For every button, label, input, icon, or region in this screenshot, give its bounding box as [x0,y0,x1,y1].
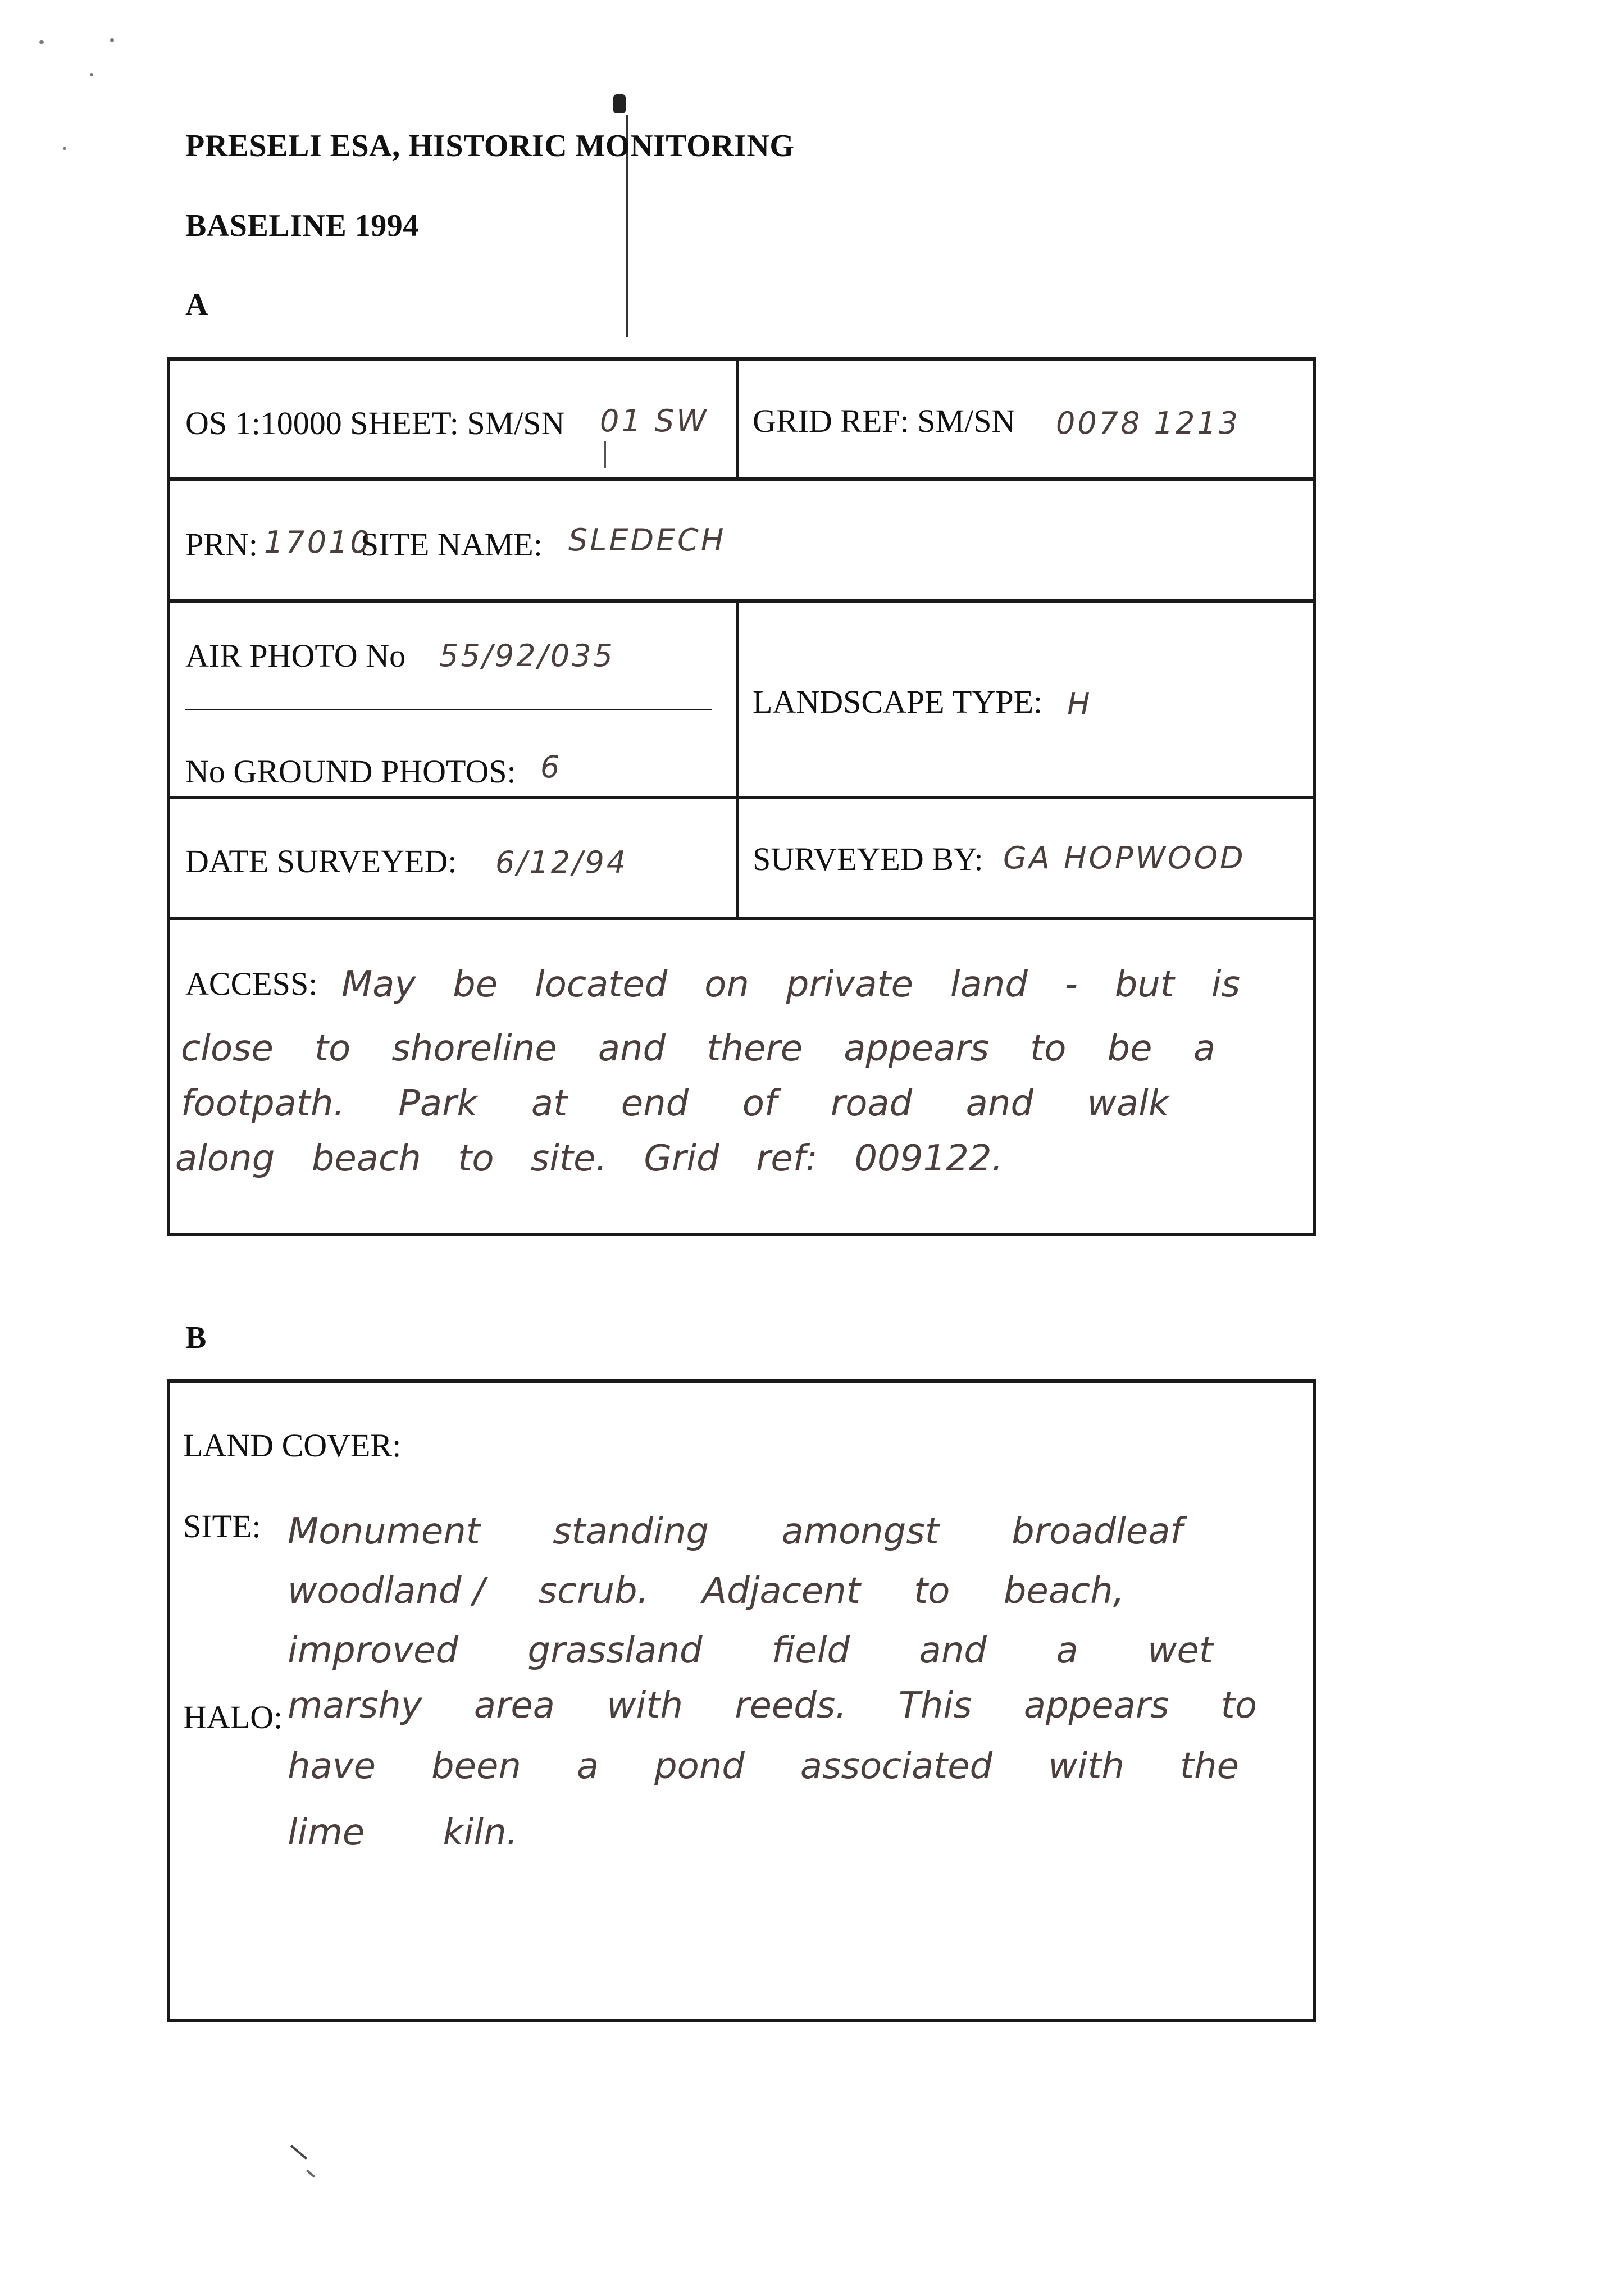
landscape-type-value: H [1067,686,1092,722]
prn-value: 17010 [264,525,372,560]
handwritten-word: shoreline [391,1028,557,1069]
divider [167,599,1316,603]
air-photo-label: AIR PHOTO No [185,637,406,674]
handwritten-word: Adjacent [702,1570,860,1612]
access-line-3 [181,1083,1169,1124]
handwritten-word: but [1114,964,1174,1005]
handwritten-word: site. [530,1138,607,1179]
handwritten-word: along [175,1138,275,1179]
scan-speck [39,40,44,44]
handwritten-word: scrub. [538,1570,649,1612]
handwritten-word: pond [654,1746,745,1787]
notes-line-1 [288,1511,1183,1552]
divider [736,599,739,920]
access-line-2 [181,1028,1215,1069]
land-cover-label: LAND COVER: [183,1427,402,1464]
site-label: SITE: [183,1508,261,1545]
air-photo-underline [185,709,712,710]
handwritten-word: - [1064,964,1078,1005]
handwritten-word: improved [288,1630,459,1671]
staple-mark [613,94,626,113]
handwritten-word: associated [800,1746,993,1787]
handwritten-word: marshy [288,1685,422,1726]
handwritten-word: land [950,964,1028,1005]
handwritten-word: road [830,1083,913,1124]
handwritten-word: area [473,1685,555,1726]
handwritten-word: and [919,1630,987,1671]
surveyed-by-value: GA HOPWOOD [1003,840,1246,876]
divider [167,477,1316,481]
handwritten-word: private [786,964,913,1005]
scan-speck [63,147,66,150]
ground-photos-value: 6 [540,749,562,785]
handwritten-word: grassland [527,1630,703,1671]
handwritten-word: beach [311,1138,421,1179]
scan-speck [90,73,93,76]
handwritten-word: to [1220,1685,1257,1726]
handwritten-word: a [1056,1630,1078,1671]
handwritten-word: on [704,964,749,1005]
handwritten-word: there [707,1028,803,1069]
handwritten-word: broadleaf [1012,1511,1183,1552]
handwritten-word: standing [553,1511,709,1552]
section-b-heading: B [185,1320,207,1355]
handwritten-word: This [898,1685,972,1726]
notes-line-3 [288,1630,1213,1671]
halo-label: HALO: [183,1699,283,1735]
scan-speck [110,38,114,42]
divider [167,917,1316,920]
handwritten-word: a [1193,1028,1215,1069]
handwritten-word: a [576,1746,599,1787]
handwritten-word: appears [1023,1685,1169,1726]
handwritten-word: May [341,964,416,1005]
handwritten-word: of [742,1083,777,1124]
handwritten-word: kiln. [443,1812,518,1853]
stray-mark [306,2170,315,2178]
access-line-1 [341,964,1240,1005]
handwritten-word: to [458,1138,494,1179]
notes-line-5 [288,1746,1239,1787]
divider [736,357,739,481]
baseline-heading: BASELINE 1994 [185,208,419,243]
page-title: PRESELI ESA, HISTORIC MONITORING [185,129,795,163]
os-sheet-label: OS 1:10000 SHEET: SM/SN [185,405,565,441]
divider [167,796,1316,799]
handwritten-word: been [431,1746,521,1787]
handwritten-word: located [534,964,668,1005]
air-photo-value: 55/92/035 [439,638,615,673]
handwritten-word: and [598,1028,666,1069]
os-sheet-value: 01 SW [600,403,709,439]
handwritten-word: close [181,1028,274,1069]
handwritten-word: at [531,1083,568,1124]
handwritten-word: with [1048,1746,1124,1787]
notes-line-2 [288,1570,1124,1612]
ground-photos-label: No GROUND PHOTOS: [185,753,516,790]
handwritten-word: field [772,1630,850,1671]
stray-mark [290,2145,307,2160]
site-name-value: SLEDECH [568,522,726,558]
handwritten-word: end [621,1083,689,1124]
handwritten-word: woodland / [288,1570,485,1612]
handwritten-word: with [607,1685,683,1726]
notes-line-6 [288,1812,518,1853]
handwritten-word: Monument [288,1511,480,1552]
handwritten-word: appears [844,1028,989,1069]
handwritten-word: ref: [756,1138,818,1179]
date-surveyed-value: 6/12/94 [495,845,628,880]
handwritten-word: the [1179,1746,1239,1787]
handwritten-word: Grid [644,1138,719,1179]
handwritten-word: walk [1087,1083,1169,1124]
handwritten-word: to [315,1028,351,1069]
prn-label: PRN: [185,526,258,563]
handwritten-word: footpath. [181,1083,345,1124]
handwritten-word: be [1107,1028,1152,1069]
handwritten-word: be [453,964,498,1005]
access-label: ACCESS: [185,965,318,1002]
grid-ref-label: GRID REF: SM/SN [753,403,1015,439]
handwritten-word: have [288,1746,376,1787]
handwritten-word: amongst [781,1511,939,1552]
handwritten-word: lime [288,1812,365,1853]
handwritten-word: beach, [1003,1570,1124,1612]
landscape-type-label: LANDSCAPE TYPE: [753,684,1043,720]
surveyed-by-label: SURVEYED BY: [753,841,983,877]
notes-line-4 [288,1685,1257,1726]
section-a-heading: A [185,288,208,322]
handwritten-word: and [965,1083,1034,1124]
handwritten-word: 009122. [854,1138,1003,1179]
handwritten-word: wet [1147,1630,1213,1671]
date-surveyed-label: DATE SURVEYED: [185,843,457,880]
handwritten-word: to [1030,1028,1067,1069]
handwritten-word: Park [398,1083,478,1124]
access-line-4 [175,1138,1003,1179]
handwritten-word: reeds. [735,1685,847,1726]
site-name-label: SITE NAME: [361,526,543,563]
handwritten-word: to [914,1570,950,1612]
handwritten-word: is [1211,964,1240,1005]
grid-ref-value: 0078 1213 [1056,406,1241,441]
